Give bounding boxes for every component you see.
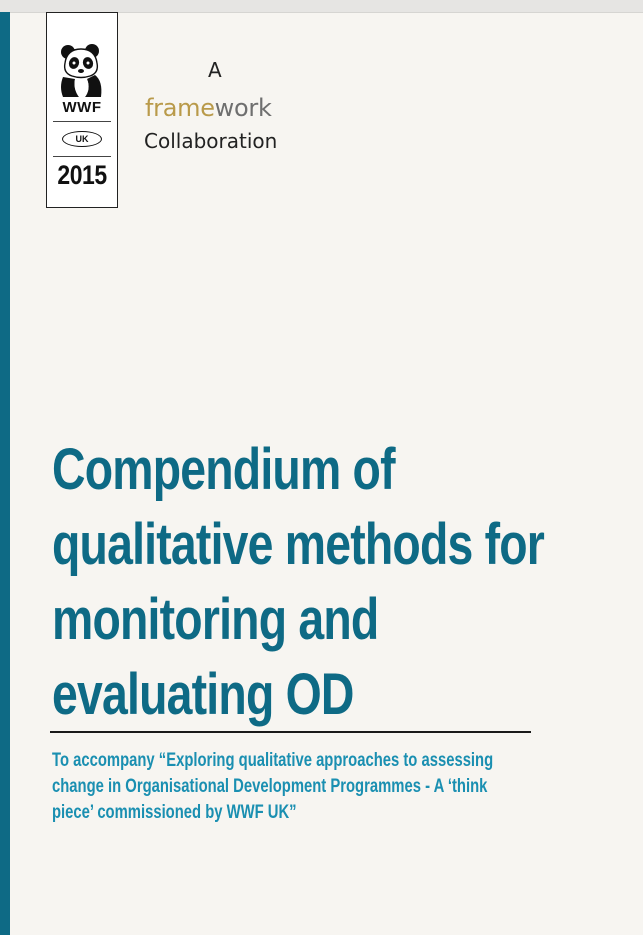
wwf-logo-badge [46,12,118,208]
partner-line-a: A [208,58,222,82]
subtitle-line: change in Organisational Development Programmes - A ‘think [52,776,488,797]
panda-icon [57,43,107,99]
title-line: evaluating OD [52,662,354,727]
logo-divider [53,156,111,157]
document-title [52,432,545,732]
logo-year: 2015 [57,160,107,190]
logo-divider [53,121,111,122]
subtitle-line: piece’ commissioned by WWF UK” [52,802,297,823]
title-divider [50,731,531,733]
document-subtitle [52,748,504,826]
uk-badge: UK [62,131,102,147]
title-line: monitoring and [52,587,379,652]
title-line: qualitative methods for [52,512,545,577]
framework-logo [145,94,272,122]
subtitle-line: To accompany “Exploring qualitative approaches to assessing [52,750,494,771]
wwf-wordmark: WWF [62,99,102,116]
left-accent-bar [0,12,10,935]
partner-line-collaboration: Collaboration [144,129,278,153]
framework-logo-part2: work [214,94,272,122]
title-line: Compendium of [52,437,395,502]
framework-logo-part1: frame [145,94,215,122]
